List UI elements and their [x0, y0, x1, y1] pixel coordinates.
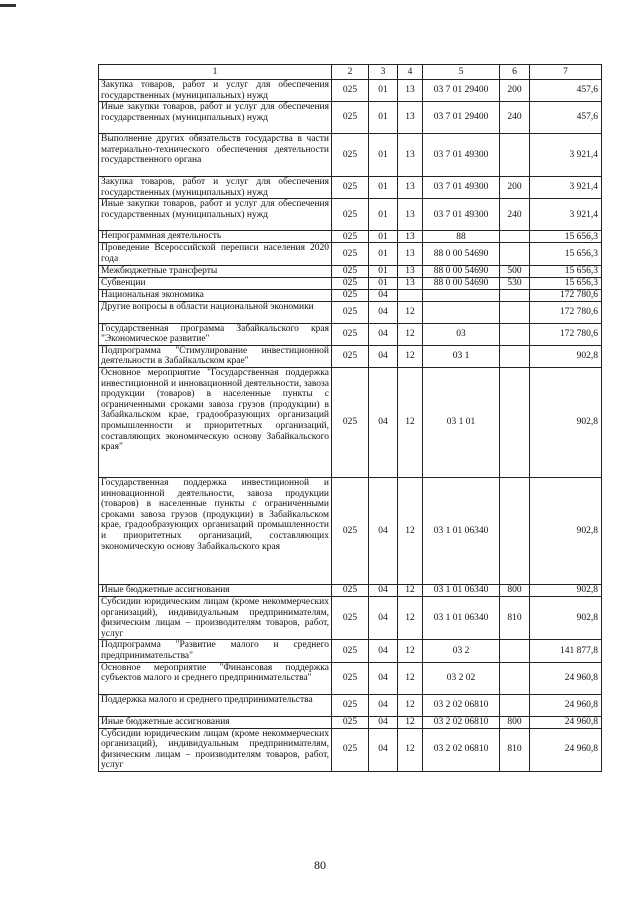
- table-row: [99, 640, 602, 662]
- table-row: [99, 277, 602, 289]
- code-subsection-cell: 13: [398, 134, 423, 177]
- code-section-cell: 01: [369, 199, 398, 231]
- code-target-cell: 03 7 01 49300: [423, 199, 500, 231]
- code-subsection-cell: 13: [398, 199, 423, 231]
- code-expense-type-cell: [500, 243, 530, 265]
- code-target-cell: 88: [423, 231, 500, 243]
- code-target-cell: 03 7 01 49300: [423, 177, 500, 199]
- code-subsection-cell: 12: [398, 323, 423, 345]
- code-target-cell: 88 0 00 54690: [423, 277, 500, 289]
- code-target-cell: 03 2 02: [423, 662, 500, 694]
- amount-cell: 15 656,3: [530, 243, 602, 265]
- row-name-cell: Подпрограмма "Стимулирование инвестиционной деятельности в Забайкальском крае": [99, 345, 332, 367]
- code-admin-cell: 025: [332, 323, 369, 345]
- code-admin-cell: 025: [332, 596, 369, 639]
- amount-cell: 141 877,8: [530, 640, 602, 662]
- code-target-cell: 03 1 01: [423, 367, 500, 477]
- amount-cell: 3 921,4: [530, 177, 602, 199]
- code-section-cell: 04: [369, 345, 398, 367]
- code-target-cell: [423, 289, 500, 301]
- code-expense-type-cell: [500, 323, 530, 345]
- code-target-cell: 03: [423, 323, 500, 345]
- row-name-cell: Проведение Всероссийской переписи населения 2020 года: [99, 243, 332, 265]
- page-number: 80: [314, 858, 326, 872]
- amount-cell: 24 960,8: [530, 716, 602, 728]
- table-row: [99, 301, 602, 323]
- row-name-cell: Государственная программа Забайкальского края "Экономическое развитие": [99, 323, 332, 345]
- code-section-cell: 04: [369, 289, 398, 301]
- code-expense-type-cell: 240: [500, 102, 530, 134]
- row-name-cell: Иные закупки товаров, работ и услуг для обеспечения государственных (муниципальных) нужд: [99, 102, 332, 134]
- code-target-cell: 03 1: [423, 345, 500, 367]
- table-row: [99, 716, 602, 728]
- code-expense-type-cell: 530: [500, 277, 530, 289]
- code-target-cell: 03 2 02 06810: [423, 694, 500, 716]
- code-expense-type-cell: [500, 367, 530, 477]
- table-row: [99, 134, 602, 177]
- code-section-cell: 04: [369, 640, 398, 662]
- header-cell: 6: [500, 65, 530, 80]
- budget-table: [98, 64, 602, 772]
- code-section-cell: 01: [369, 277, 398, 289]
- row-name-cell: Выполнение других обязательств государства в части материально-технического обеспечения деятельности государственного органа: [99, 134, 332, 177]
- code-subsection-cell: 12: [398, 728, 423, 771]
- header-cell: 4: [398, 65, 423, 80]
- code-section-cell: 04: [369, 323, 398, 345]
- row-name-cell: Закупка товаров, работ и услуг для обеспечения государственных (муниципальных) нужд: [99, 177, 332, 199]
- code-expense-type-cell: [500, 289, 530, 301]
- code-admin-cell: 025: [332, 231, 369, 243]
- code-admin-cell: 025: [332, 694, 369, 716]
- table-row: [99, 80, 602, 102]
- code-section-cell: 04: [369, 584, 398, 596]
- code-admin-cell: 025: [332, 367, 369, 477]
- code-expense-type-cell: 810: [500, 596, 530, 639]
- row-name-cell: Иные бюджетные ассигнования: [99, 584, 332, 596]
- code-expense-type-cell: [500, 694, 530, 716]
- code-section-cell: 04: [369, 728, 398, 771]
- header-cell: 1: [99, 65, 332, 80]
- row-name-cell: Другие вопросы в области национальной экономики: [99, 301, 332, 323]
- code-subsection-cell: 12: [398, 345, 423, 367]
- amount-cell: 24 960,8: [530, 728, 602, 771]
- table-row: [99, 323, 602, 345]
- code-subsection-cell: 12: [398, 301, 423, 323]
- scan-corner-mark: [0, 4, 16, 7]
- code-admin-cell: 025: [332, 301, 369, 323]
- code-admin-cell: 025: [332, 265, 369, 277]
- code-subsection-cell: 12: [398, 596, 423, 639]
- amount-cell: 3 921,4: [530, 199, 602, 231]
- row-name-cell: Субсидии юридическим лицам (кроме некоммерческих организаций), индивидуальным предпринимателям, физическим лицам – производителям товаров, работ, услуг: [99, 728, 332, 771]
- code-expense-type-cell: 810: [500, 728, 530, 771]
- row-name-cell: Закупка товаров, работ и услуг для обеспечения государственных (муниципальных) нужд: [99, 80, 332, 102]
- code-expense-type-cell: 240: [500, 199, 530, 231]
- code-subsection-cell: 12: [398, 584, 423, 596]
- code-subsection-cell: 12: [398, 640, 423, 662]
- amount-cell: 15 656,3: [530, 265, 602, 277]
- row-name-cell: Подпрограмма "Развитие малого и среднего предпринимательства": [99, 640, 332, 662]
- table-row: [99, 177, 602, 199]
- amount-cell: 24 960,8: [530, 694, 602, 716]
- code-target-cell: 03 7 01 49300: [423, 134, 500, 177]
- code-section-cell: 04: [369, 662, 398, 694]
- code-subsection-cell: 13: [398, 243, 423, 265]
- code-admin-cell: 025: [332, 662, 369, 694]
- code-admin-cell: 025: [332, 289, 369, 301]
- row-name-cell: Основное мероприятие "Финансовая поддержка субъектов малого и среднего предпринимательства": [99, 662, 332, 694]
- code-subsection-cell: 13: [398, 177, 423, 199]
- code-target-cell: 03 7 01 29400: [423, 80, 500, 102]
- table-row: [99, 367, 602, 477]
- code-section-cell: 01: [369, 102, 398, 134]
- table-row: [99, 584, 602, 596]
- amount-cell: 15 656,3: [530, 277, 602, 289]
- table-row: [99, 345, 602, 367]
- header-cell: 5: [423, 65, 500, 80]
- code-section-cell: 04: [369, 301, 398, 323]
- row-name-cell: Основное мероприятие "Государственная поддержка инвестиционной и инновационной деятельности, завоза продукции (товаров) в населенные пункты с ограниченными сроками завоза грузов (продукции) в Забайкальском крае, градообразующих организаций промышленности и приоритетных организаций, составляющих экономическую основу Забайкальского края": [99, 367, 332, 477]
- code-section-cell: 04: [369, 367, 398, 477]
- code-section-cell: 01: [369, 80, 398, 102]
- code-subsection-cell: 13: [398, 80, 423, 102]
- code-section-cell: 01: [369, 231, 398, 243]
- amount-cell: 172 780,6: [530, 301, 602, 323]
- code-subsection-cell: 13: [398, 102, 423, 134]
- code-subsection-cell: [398, 289, 423, 301]
- table-row: [99, 243, 602, 265]
- amount-cell: 15 656,3: [530, 231, 602, 243]
- table-row: [99, 662, 602, 694]
- code-subsection-cell: 13: [398, 277, 423, 289]
- code-expense-type-cell: 200: [500, 80, 530, 102]
- code-subsection-cell: 12: [398, 694, 423, 716]
- amount-cell: 902,8: [530, 345, 602, 367]
- code-subsection-cell: 12: [398, 477, 423, 584]
- amount-cell: 172 780,6: [530, 323, 602, 345]
- code-admin-cell: 025: [332, 345, 369, 367]
- code-section-cell: 04: [369, 716, 398, 728]
- code-admin-cell: 025: [332, 199, 369, 231]
- code-admin-cell: 025: [332, 80, 369, 102]
- code-section-cell: 01: [369, 134, 398, 177]
- code-admin-cell: 025: [332, 134, 369, 177]
- amount-cell: 24 960,8: [530, 662, 602, 694]
- code-section-cell: 04: [369, 596, 398, 639]
- code-target-cell: 88 0 00 54690: [423, 265, 500, 277]
- code-target-cell: 03 2 02 06810: [423, 716, 500, 728]
- code-admin-cell: 025: [332, 728, 369, 771]
- code-subsection-cell: 13: [398, 231, 423, 243]
- amount-cell: 902,8: [530, 367, 602, 477]
- code-target-cell: [423, 301, 500, 323]
- row-name-cell: Иные закупки товаров, работ и услуг для обеспечения государственных (муниципальных) нужд: [99, 199, 332, 231]
- code-target-cell: 88 0 00 54690: [423, 243, 500, 265]
- code-admin-cell: 025: [332, 477, 369, 584]
- code-expense-type-cell: [500, 477, 530, 584]
- amount-cell: 172 780,6: [530, 289, 602, 301]
- code-expense-type-cell: 800: [500, 716, 530, 728]
- code-expense-type-cell: [500, 301, 530, 323]
- table-row: [99, 596, 602, 639]
- code-section-cell: 01: [369, 243, 398, 265]
- code-subsection-cell: 12: [398, 367, 423, 477]
- code-admin-cell: 025: [332, 640, 369, 662]
- code-expense-type-cell: [500, 345, 530, 367]
- code-target-cell: 03 7 01 29400: [423, 102, 500, 134]
- header-cell: 2: [332, 65, 369, 80]
- row-name-cell: Субвенции: [99, 277, 332, 289]
- amount-cell: 902,8: [530, 584, 602, 596]
- table-row: [99, 199, 602, 231]
- header-cell: 7: [530, 65, 602, 80]
- row-name-cell: Межбюджетные трансферты: [99, 265, 332, 277]
- table-row: [99, 694, 602, 716]
- code-admin-cell: 025: [332, 584, 369, 596]
- code-admin-cell: 025: [332, 716, 369, 728]
- code-expense-type-cell: 800: [500, 584, 530, 596]
- code-expense-type-cell: [500, 134, 530, 177]
- code-admin-cell: 025: [332, 177, 369, 199]
- row-name-cell: Национальная экономика: [99, 289, 332, 301]
- table-row: [99, 728, 602, 771]
- row-name-cell: Субсидии юридическим лицам (кроме некоммерческих организаций), индивидуальным предпринимателям, физическим лицам – производителям товаров, работ, услуг: [99, 596, 332, 639]
- code-section-cell: 04: [369, 477, 398, 584]
- row-name-cell: Непрограммная деятельность: [99, 231, 332, 243]
- code-section-cell: 01: [369, 265, 398, 277]
- code-expense-type-cell: [500, 662, 530, 694]
- code-admin-cell: 025: [332, 277, 369, 289]
- code-section-cell: 01: [369, 177, 398, 199]
- table-row: [99, 231, 602, 243]
- table-row: [99, 477, 602, 584]
- row-name-cell: Иные бюджетные ассигнования: [99, 716, 332, 728]
- amount-cell: 902,8: [530, 477, 602, 584]
- code-section-cell: 04: [369, 694, 398, 716]
- table-row: [99, 289, 602, 301]
- code-target-cell: 03 1 01 06340: [423, 477, 500, 584]
- code-subsection-cell: 13: [398, 265, 423, 277]
- table-header-row: [99, 65, 602, 80]
- table-row: [99, 265, 602, 277]
- code-admin-cell: 025: [332, 243, 369, 265]
- amount-cell: 3 921,4: [530, 134, 602, 177]
- code-admin-cell: 025: [332, 102, 369, 134]
- amount-cell: 457,6: [530, 80, 602, 102]
- code-expense-type-cell: [500, 231, 530, 243]
- code-target-cell: 03 1 01 06340: [423, 596, 500, 639]
- header-cell: 3: [369, 65, 398, 80]
- code-subsection-cell: 12: [398, 662, 423, 694]
- code-expense-type-cell: [500, 640, 530, 662]
- code-expense-type-cell: 200: [500, 177, 530, 199]
- code-target-cell: 03 2: [423, 640, 500, 662]
- amount-cell: 902,8: [530, 596, 602, 639]
- code-target-cell: 03 1 01 06340: [423, 584, 500, 596]
- row-name-cell: Государственная поддержка инвестиционной и инновационной деятельности, завоза продукции (товаров) в населенные пункты с ограниченными сроками завоза грузов (продукции) в Забайкальском крае, градообразующих организаций промышленности и приоритетных организаций, составляющих экономическую основу Забайкальского края: [99, 477, 332, 584]
- code-target-cell: 03 2 02 06810: [423, 728, 500, 771]
- code-expense-type-cell: 500: [500, 265, 530, 277]
- code-subsection-cell: 12: [398, 716, 423, 728]
- table-row: [99, 102, 602, 134]
- row-name-cell: Поддержка малого и среднего предпринимательства: [99, 694, 332, 716]
- amount-cell: 457,6: [530, 102, 602, 134]
